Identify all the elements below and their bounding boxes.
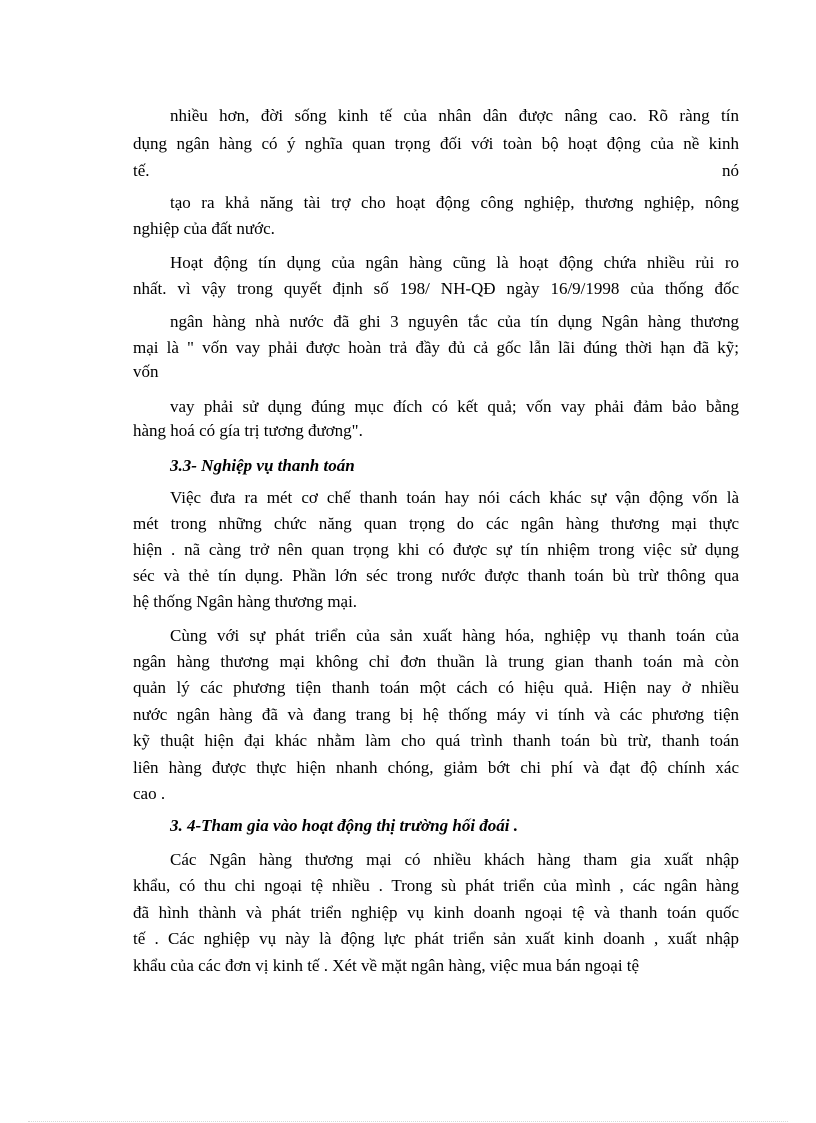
text-line: ngân hàng nhà nước đã ghi 3 nguyên tắc của tín dụng Ngân hàng thương <box>170 312 739 331</box>
text-line: liên hàng được thực hiện nhanh chóng, giảm bớt chi phí và đạt độ chính xác <box>133 758 739 777</box>
text-line: Cùng với sự phát triển của sản xuất hàng hóa, nghiệp vụ thanh toán của <box>170 626 739 645</box>
text-line: Hoạt động tín dụng của ngân hàng cũng là hoạt động chứa nhiều rủi ro <box>170 253 739 272</box>
text-line: hiện . nã càng trở nên quan trọng khi có được sự tín nhiệm trong việc sử dụng <box>133 540 739 559</box>
section-heading: 3.3- Nghiệp vụ thanh toán <box>170 456 355 475</box>
text-line: dụng ngân hàng có ý nghĩa quan trọng đối với toàn bộ hoạt động của nề kinh <box>133 134 739 153</box>
text-line: nghiệp của đất nước. <box>133 219 275 238</box>
text-line: vay phải sử dụng đúng mục đích có kết quả; vốn vay phải đảm bảo bằng <box>170 397 739 416</box>
text-line: quản lý các phương tiện thanh toán một cách có hiệu quả. Hiện nay ở nhiều <box>133 678 739 697</box>
text-line: nó <box>722 161 739 180</box>
text-line: Các Ngân hàng thương mại có nhiều khách hàng tham gia xuất nhập <box>170 850 739 869</box>
text-line: tế . Các nghiệp vụ này là động lực phát triển sản xuất kinh doanh , xuất nhập <box>133 929 739 948</box>
text-line: tạo ra khả năng tài trợ cho hoạt động công nghiệp, thương nghiệp, nông <box>170 193 739 212</box>
text-line: cao . <box>133 784 166 803</box>
text-line: hàng hoá có gía trị tương đương". <box>133 421 363 440</box>
text-line: mét trong những chức năng quan trọng do các ngân hàng thương mại thực <box>133 514 739 533</box>
footer-dotted-rule <box>28 1121 788 1122</box>
text-line: nhiều hơn, đời sống kinh tế của nhân dân được nâng cao. Rõ ràng tín <box>170 106 739 125</box>
text-line: nhất. vì vậy trong quyết định số 198/ NH-QĐ ngày 16/9/1998 của thống đốc <box>133 279 739 298</box>
text-line: vốn <box>133 362 159 381</box>
text-line: ngân hàng thương mại không chỉ đơn thuần là trung gian thanh toán mà còn <box>133 652 739 671</box>
text-line: tế. <box>133 161 150 180</box>
text-line: khẩu, có thu chi ngoại tệ nhiều . Trong sù phát triển của mình , các ngân hàng <box>133 876 739 895</box>
text-line: mại là " vốn vay phải được hoàn trả đầy đủ cả gốc lẫn lãi đúng thời hạn đã kỹ; <box>133 338 739 357</box>
text-line: kỹ thuật hiện đại khác nhằm làm cho quá trình thanh toán bù trừ, thanh toán <box>133 731 739 750</box>
text-line: séc và thẻ tín dụng. Phần lớn séc trong nước được thanh toán bù trừ thông qua <box>133 566 739 585</box>
text-line: đã hình thành và phát triển nghiệp vụ kinh doanh ngoại tệ và thanh toán quốc <box>133 903 739 922</box>
text-line: khẩu của các đơn vị kinh tế . Xét về mặt ngân hàng, việc mua bán ngoại tệ <box>133 956 640 975</box>
text-line: hệ thống Ngân hàng thương mại. <box>133 592 358 611</box>
text-line: nước ngân hàng đã và đang trang bị hệ thống máy vi tính và các phương tiện <box>133 705 739 724</box>
section-heading: 3. 4-Tham gia vào hoạt động thị trường hối đoái . <box>170 816 519 835</box>
text-line: Việc đưa ra mét cơ chế thanh toán hay nói cách khác sự vận động vốn là <box>170 488 739 507</box>
